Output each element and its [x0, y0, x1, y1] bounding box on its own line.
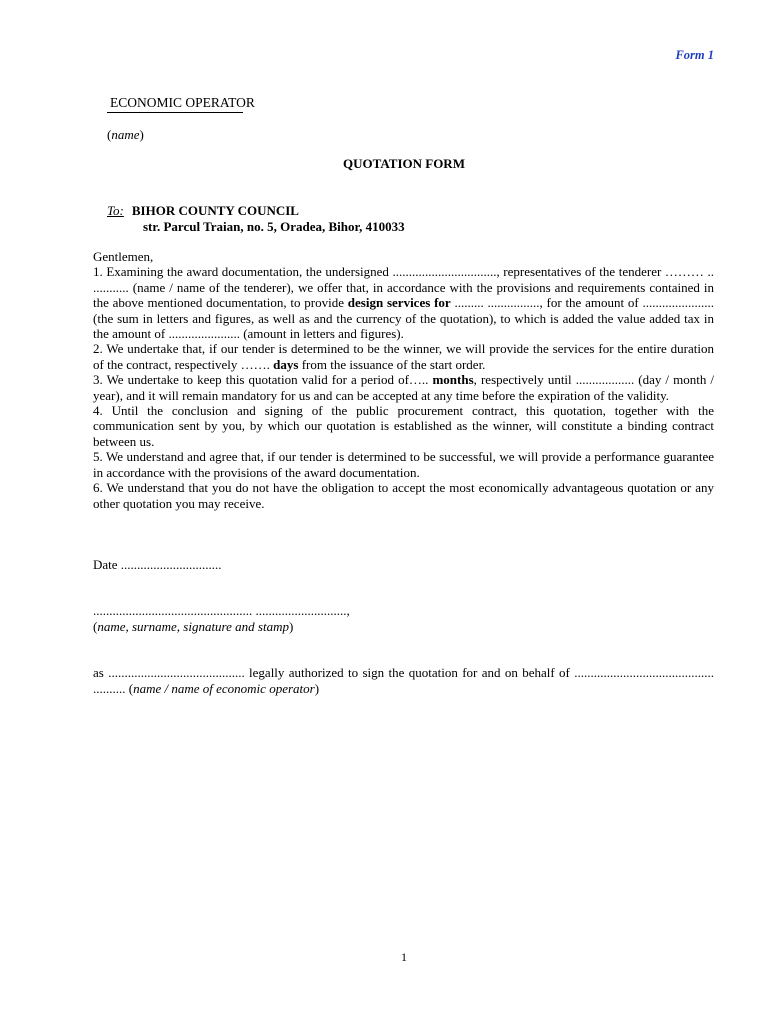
paragraph-3: 3. We undertake to keep this quotation valid for a period of….. months, respectively until .................. (day / month / year), and it will remain mandatory for us and can be accepted at any time before the expiration of the validity. [93, 372, 714, 403]
salutation: Gentlemen, [93, 249, 154, 264]
recipient-block [107, 203, 405, 235]
authorization-statement: as .......................................... legally authorized to sign the quotation for and on behalf of ........................................... .......... (name / name of economic operator) [93, 665, 714, 696]
form-number-label: Form 1 [675, 48, 714, 62]
paragraph-6: 6. We understand that you do not have the obligation to accept the most economically advantageous quotation or any other quotation you may receive. [93, 480, 714, 511]
signature-hint: (name, surname, signature and stamp) [93, 619, 294, 634]
recipient-name: BIHOR COUNTY COUNCIL [131, 203, 299, 218]
operator-name-line [107, 112, 243, 113]
economic-operator-label: ECONOMIC OPERATOR [110, 95, 255, 110]
paragraph-1: 1. Examining the award documentation, the undersigned ................................, representatives of the tenderer ……… .. ........... (name / name of the tenderer), we offer that, in accordance with the provisions and requirements contained in the above mentioned documentation, to provide design services for ......... ................, for the amount of ...................... (the sum in letters and figures, as well as and the currency of the quotation), to which is added the value added tax in the amount of ...................... (amount in letters and figures). [93, 264, 714, 342]
paragraph-5: 5. We understand and agree that, if our tender is determined to be successful, we will provide a performance guarantee in accordance with the provisions of the award documentation. [93, 449, 714, 480]
operator-name-hint: (name) [107, 127, 144, 142]
to-label: To: [107, 203, 124, 218]
paragraph-4: 4. Until the conclusion and signing of the public procurement contract, this quotation, together with the communication sent by you, by which our quotation is established as the winner, will constitute a binding contract between us. [93, 403, 714, 449]
page-title: QUOTATION FORM [343, 156, 465, 171]
page-number: 1 [401, 950, 407, 964]
paragraph-2: 2. We undertake that, if our tender is determined to be the winner, we will provide the services for the entire duration of the contract, respectively ……. days from the issuance of the start order. [93, 341, 714, 372]
quotation-body [93, 249, 714, 511]
signature-line: ................................................. ............................, [93, 603, 350, 618]
date-line: Date ............................... [93, 557, 222, 572]
recipient-address: str. Parcul Traian, no. 5, Oradea, Bihor, 410033 [143, 219, 405, 234]
